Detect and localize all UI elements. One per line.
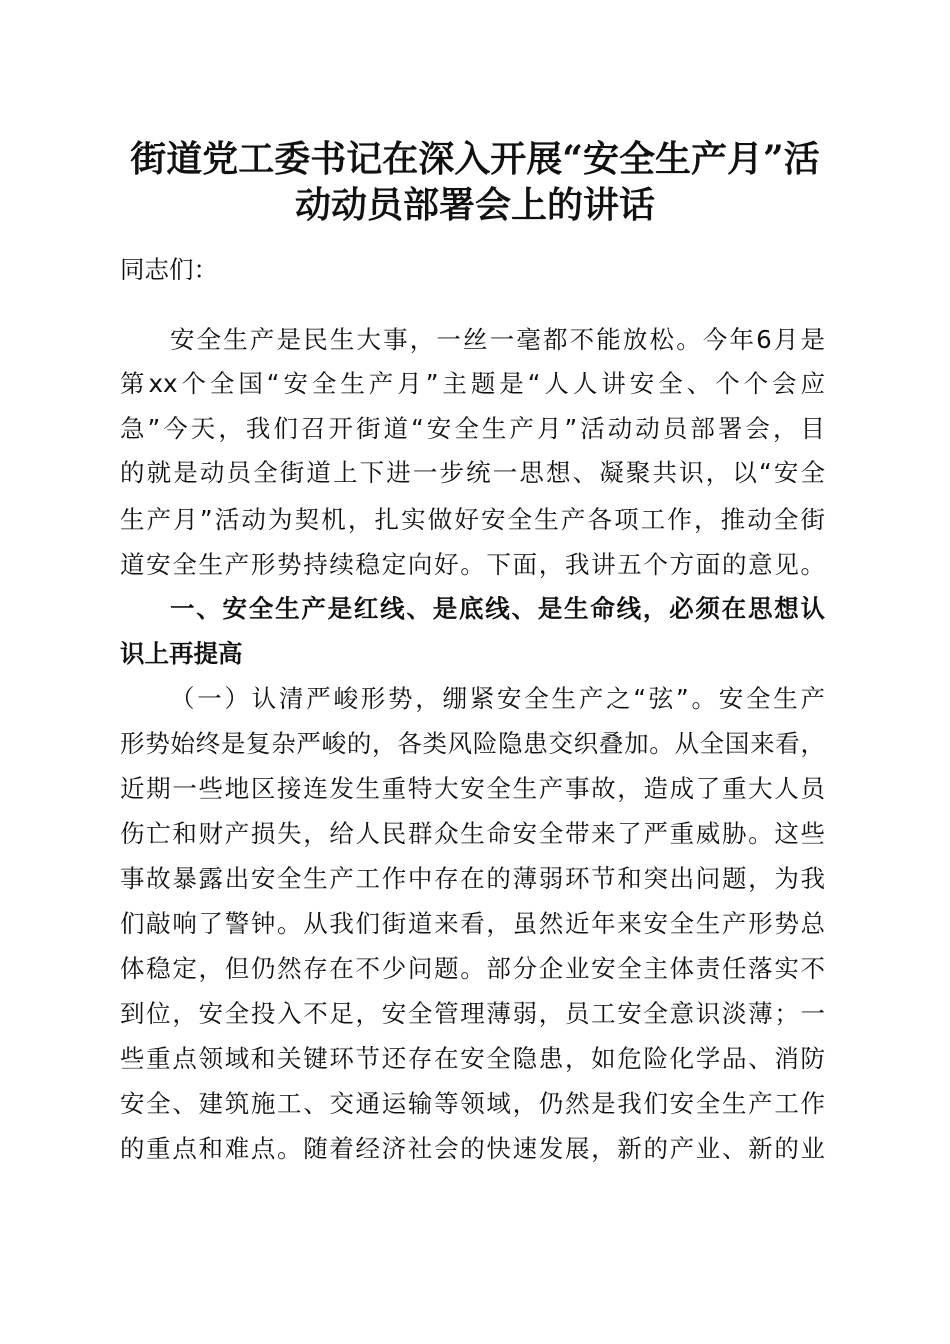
document-title-line-1: 街道党工委书记在深入开展“安全生产月”活 — [130, 138, 820, 180]
section-heading-1-line: 一、安全生产是红线、是底线、是生命线，必须在思想认 — [170, 594, 825, 623]
body-line: 到位，安全投入不足，安全管理薄弱，员工安全意识淡薄；一 — [120, 999, 825, 1028]
intro-line: 第xx个全国“安全生产月”主题是“人人讲安全、个个会应 — [120, 369, 825, 398]
intro-line: 生产月”活动为契机，扎实做好安全生产各项工作，推动全街 — [120, 505, 825, 534]
body-line: 体稳定，但仍然存在不少问题。部分企业安全主体责任落实不 — [120, 954, 825, 983]
body-line: 的重点和难点。随着经济社会的快速发展，新的产业、新的业 — [120, 1134, 825, 1163]
body-line: 形势始终是复杂严峻的，各类风险隐患交织叠加。从全国来看， — [120, 729, 825, 758]
body-line: 事故暴露出安全生产工作中存在的薄弱环节和突出问题，为我 — [120, 864, 825, 893]
body-line: （一）认清严峻形势，绷紧安全生产之“弦”。安全生产 — [170, 684, 825, 713]
intro-line: 道安全生产形势持续稳定向好。下面，我讲五个方面的意见。 — [120, 550, 825, 579]
salutation: 同志们： — [120, 255, 218, 284]
document-title-line-2: 动动员部署会上的讲话 — [294, 184, 655, 226]
body-line: 安全、建筑施工、交通运输等领域，仍然是我们安全生产工作 — [120, 1089, 825, 1118]
intro-line: 安全生产是民生大事，一丝一毫都不能放松。今年6月是 — [170, 325, 825, 354]
body-line: 伤亡和财产损失，给人民群众生命安全带来了严重威胁。这些 — [120, 819, 825, 848]
intro-line: 的就是动员全街道上下进一步统一思想、凝聚共识，以“安全 — [120, 458, 825, 487]
body-line: 近期一些地区接连发生重特大安全生产事故，造成了重大人员 — [120, 774, 825, 803]
body-line: 些重点领域和关键环节还存在安全隐患，如危险化学品、消防 — [120, 1044, 825, 1073]
intro-line: 急”今天，我们召开街道“安全生产月”活动动员部署会，目 — [120, 414, 825, 443]
body-line: 们敲响了警钟。从我们街道来看，虽然近年来安全生产形势总 — [120, 909, 825, 938]
section-heading-1-line: 识上再提高 — [120, 639, 243, 668]
